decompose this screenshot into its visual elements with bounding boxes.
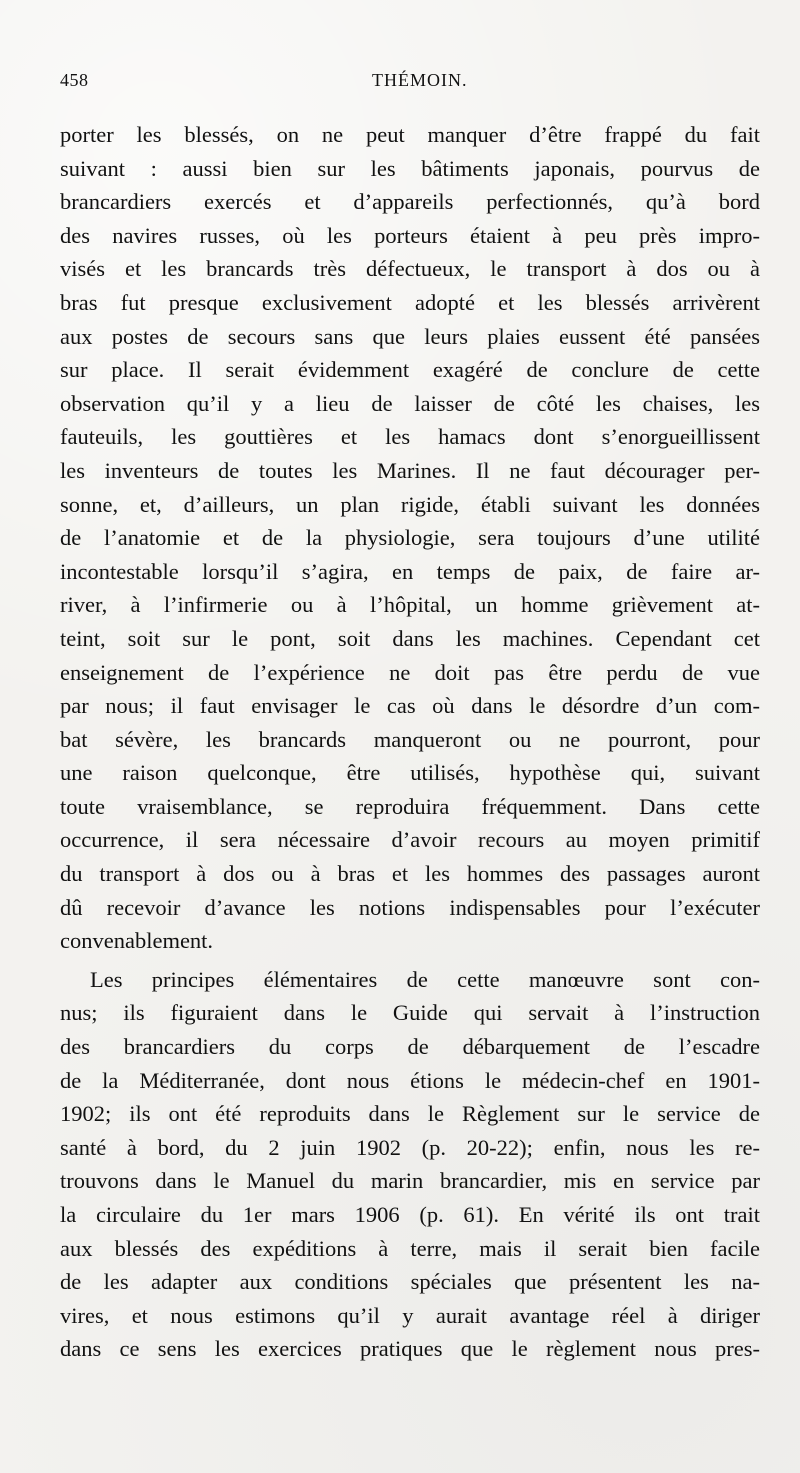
text-line: river, à l’infirmerie ou à l’hôpital, un homme grièvement at- (60, 592, 760, 618)
text-line: teint, soit sur le pont, soit dans les machines. Cependant cet (60, 625, 760, 651)
text-line: enseignement de l’expérience ne doit pas être perdu de vue (60, 659, 760, 685)
text-line: 1902; ils ont été reproduits dans le Règlement sur le service de (60, 1101, 760, 1127)
text-line: convenablement. (60, 928, 214, 954)
text-line: brancardiers exercés et d’appareils perfectionnés, qu’à bord (60, 189, 760, 215)
text-line: de la Méditerranée, dont nous étions le médecin-chef en 1901- (60, 1067, 760, 1093)
text-line: dû recevoir d’avance les notions indispensables pour l’exécuter (60, 894, 760, 920)
text-line: des navires russes, où les porteurs étaient à peu près impro- (60, 222, 760, 248)
text-line: vires, et nous estimons qu’il y aurait avantage réel à diriger (60, 1302, 760, 1328)
text-line: trouvons dans le Manuel du marin brancardier, mis en service par (60, 1168, 760, 1194)
text-line: par nous; il faut envisager le cas où dans le désordre d’un com- (60, 693, 760, 719)
text-line: incontestable lorsqu’il s’agira, en temps de paix, de faire ar- (60, 558, 760, 584)
page-number: 458 (60, 70, 89, 90)
text-line: observation qu’il y a lieu de laisser de côté les chaises, les (60, 390, 760, 416)
running-title: THÉMOIN. (372, 70, 468, 90)
text-line: sur place. Il serait évidemment exagéré de conclure de cette (60, 357, 760, 383)
paragraph-1 (60, 118, 760, 958)
paragraph-2 (60, 963, 760, 1366)
text-line: Les principes élémentaires de cette manœuvre sont con- (90, 966, 760, 992)
text-line: suivant : aussi bien sur les bâtiments japonais, pourvus de (60, 155, 760, 181)
page-header (60, 70, 760, 100)
body-text (60, 118, 760, 1366)
text-line: des brancardiers du corps de débarquement de l’escadre (60, 1034, 760, 1060)
text-line: dans ce sens les exercices pratiques que le règlement nous pres- (60, 1336, 760, 1362)
text-line: santé à bord, du 2 juin 1902 (p. 20-22); enfin, nous les re- (60, 1134, 760, 1160)
text-line: toute vraisemblance, se reproduira fréquemment. Dans cette (60, 793, 760, 819)
text-line: de les adapter aux conditions spéciales que présentent les na- (60, 1269, 760, 1295)
text-line: bras fut presque exclusivement adopté et les blessés arrivèrent (60, 289, 760, 315)
text-line: visés et les brancards très défectueux, le transport à dos ou à (60, 256, 760, 282)
text-line: nus; ils figuraient dans le Guide qui servait à l’instruction (60, 1000, 760, 1026)
text-line: porter les blessés, on ne peut manquer d’être frappé du fait (60, 122, 760, 147)
text-line: les inventeurs de toutes les Marines. Il ne faut décourager per- (60, 457, 760, 483)
text-line: du transport à dos ou à bras et les hommes des passages auront (60, 861, 760, 887)
text-line: de l’anatomie et de la physiologie, sera toujours d’une utilité (60, 525, 760, 551)
text-line: bat sévère, les brancards manqueront ou ne pourront, pour (60, 726, 760, 752)
text-line: la circulaire du 1er mars 1906 (p. 61). En vérité ils ont trait (60, 1202, 760, 1227)
text-line: fauteuils, les gouttières et les hamacs dont s’enorgueillissent (60, 424, 760, 450)
text-line: occurrence, il sera nécessaire d’avoir recours au moyen primitif (60, 827, 760, 853)
text-line: sonne, et, d’ailleurs, un plan rigide, établi suivant les données (60, 491, 760, 517)
text-line: aux postes de secours sans que leurs plaies eussent été pansées (60, 323, 760, 349)
text-line: aux blessés des expéditions à terre, mais il serait bien facile (60, 1235, 760, 1261)
text-line: une raison quelconque, être utilisés, hypothèse qui, suivant (60, 760, 760, 786)
